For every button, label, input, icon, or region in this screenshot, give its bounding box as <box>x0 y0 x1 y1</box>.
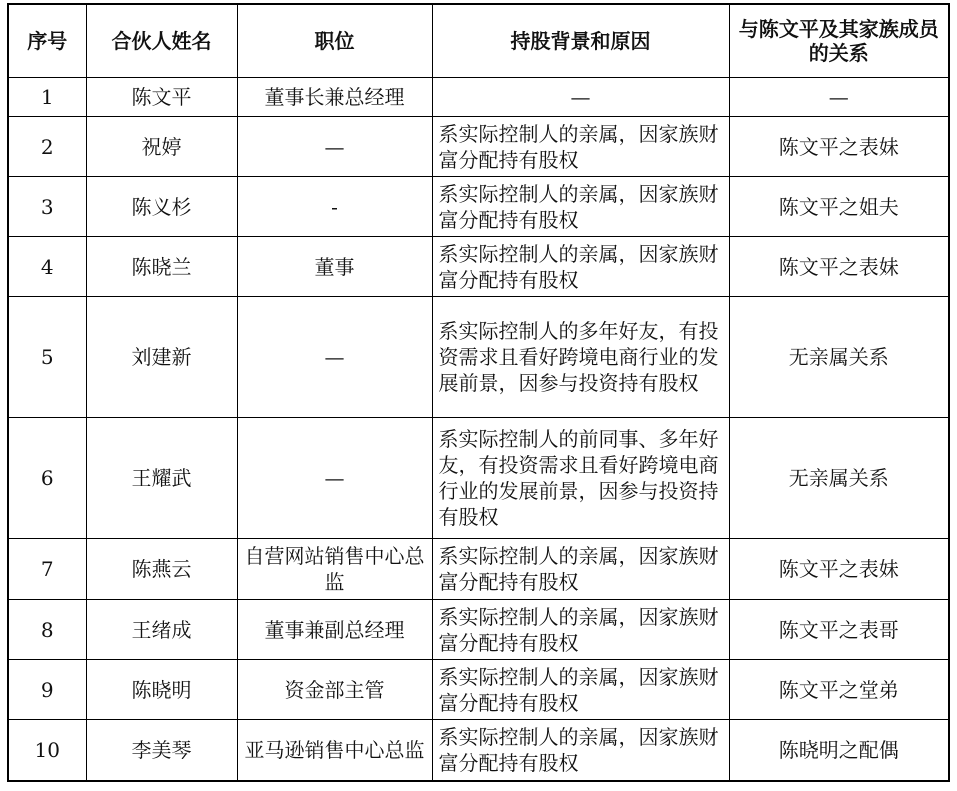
cell-relation: 陈文平之表妹 <box>729 237 949 297</box>
cell-relation: 陈文平之堂弟 <box>729 660 949 720</box>
cell-name: 陈晓明 <box>86 660 237 720</box>
cell-position: — <box>237 117 432 177</box>
table-row <box>8 539 949 600</box>
cell-position: 资金部主管 <box>237 660 432 720</box>
cell-name: 祝婷 <box>86 117 237 177</box>
cell-background: 系实际控制人的亲属，因家族财富分配持有股权 <box>432 177 729 237</box>
cell-relation: 陈文平之表妹 <box>729 539 949 600</box>
cell-no: 3 <box>8 177 86 237</box>
cell-background: 系实际控制人的亲属，因家族财富分配持有股权 <box>432 600 729 660</box>
cell-no: 9 <box>8 660 86 720</box>
table-row <box>8 117 949 177</box>
cell-background: 系实际控制人的亲属，因家族财富分配持有股权 <box>432 117 729 177</box>
cell-relation: 无亲属关系 <box>729 297 949 418</box>
cell-no: 6 <box>8 418 86 539</box>
cell-name: 李美琴 <box>86 720 237 781</box>
cell-name: 陈燕云 <box>86 539 237 600</box>
table-row <box>8 600 949 660</box>
cell-no: 2 <box>8 117 86 177</box>
cell-name: 陈文平 <box>86 78 237 117</box>
cell-no: 5 <box>8 297 86 418</box>
cell-background: 系实际控制人的前同事、多年好友，有投资需求且看好跨境电商行业的发展前景，因参与投资持有股权 <box>432 418 729 539</box>
cell-position: — <box>237 297 432 418</box>
table-row <box>8 660 949 720</box>
table-row <box>8 78 949 117</box>
cell-relation: 陈文平之姐夫 <box>729 177 949 237</box>
table-row <box>8 297 949 418</box>
cell-relation: — <box>729 78 949 117</box>
table-row <box>8 177 949 237</box>
cell-position: - <box>237 177 432 237</box>
table-row <box>8 418 949 539</box>
cell-relation: 陈晓明之配偶 <box>729 720 949 781</box>
cell-name: 陈义杉 <box>86 177 237 237</box>
partners-table <box>7 3 950 782</box>
cell-name: 刘建新 <box>86 297 237 418</box>
cell-no: 10 <box>8 720 86 781</box>
cell-background: 系实际控制人的亲属，因家族财富分配持有股权 <box>432 720 729 781</box>
cell-background: 系实际控制人的亲属，因家族财富分配持有股权 <box>432 539 729 600</box>
cell-position: 董事兼副总经理 <box>237 600 432 660</box>
cell-position: 董事 <box>237 237 432 297</box>
cell-position: — <box>237 418 432 539</box>
cell-position: 自营网站销售中心总监 <box>237 539 432 600</box>
cell-name: 王耀武 <box>86 418 237 539</box>
header-relation: 与陈文平及其家族成员的关系 <box>729 4 949 78</box>
cell-relation: 无亲属关系 <box>729 418 949 539</box>
cell-name: 王绪成 <box>86 600 237 660</box>
table-row <box>8 720 949 781</box>
header-name: 合伙人姓名 <box>86 4 237 78</box>
cell-no: 8 <box>8 600 86 660</box>
header-no: 序号 <box>8 4 86 78</box>
cell-no: 7 <box>8 539 86 600</box>
header-position: 职位 <box>237 4 432 78</box>
cell-background: 系实际控制人的多年好友，有投资需求且看好跨境电商行业的发展前景，因参与投资持有股权 <box>432 297 729 418</box>
cell-background: — <box>432 78 729 117</box>
cell-no: 1 <box>8 78 86 117</box>
cell-name: 陈晓兰 <box>86 237 237 297</box>
cell-relation: 陈文平之表哥 <box>729 600 949 660</box>
header-row <box>8 4 949 78</box>
header-background: 持股背景和原因 <box>432 4 729 78</box>
cell-background: 系实际控制人的亲属，因家族财富分配持有股权 <box>432 237 729 297</box>
cell-position: 董事长兼总经理 <box>237 78 432 117</box>
cell-background: 系实际控制人的亲属，因家族财富分配持有股权 <box>432 660 729 720</box>
table-row <box>8 237 949 297</box>
cell-position: 亚马逊销售中心总监 <box>237 720 432 781</box>
cell-relation: 陈文平之表妹 <box>729 117 949 177</box>
cell-no: 4 <box>8 237 86 297</box>
